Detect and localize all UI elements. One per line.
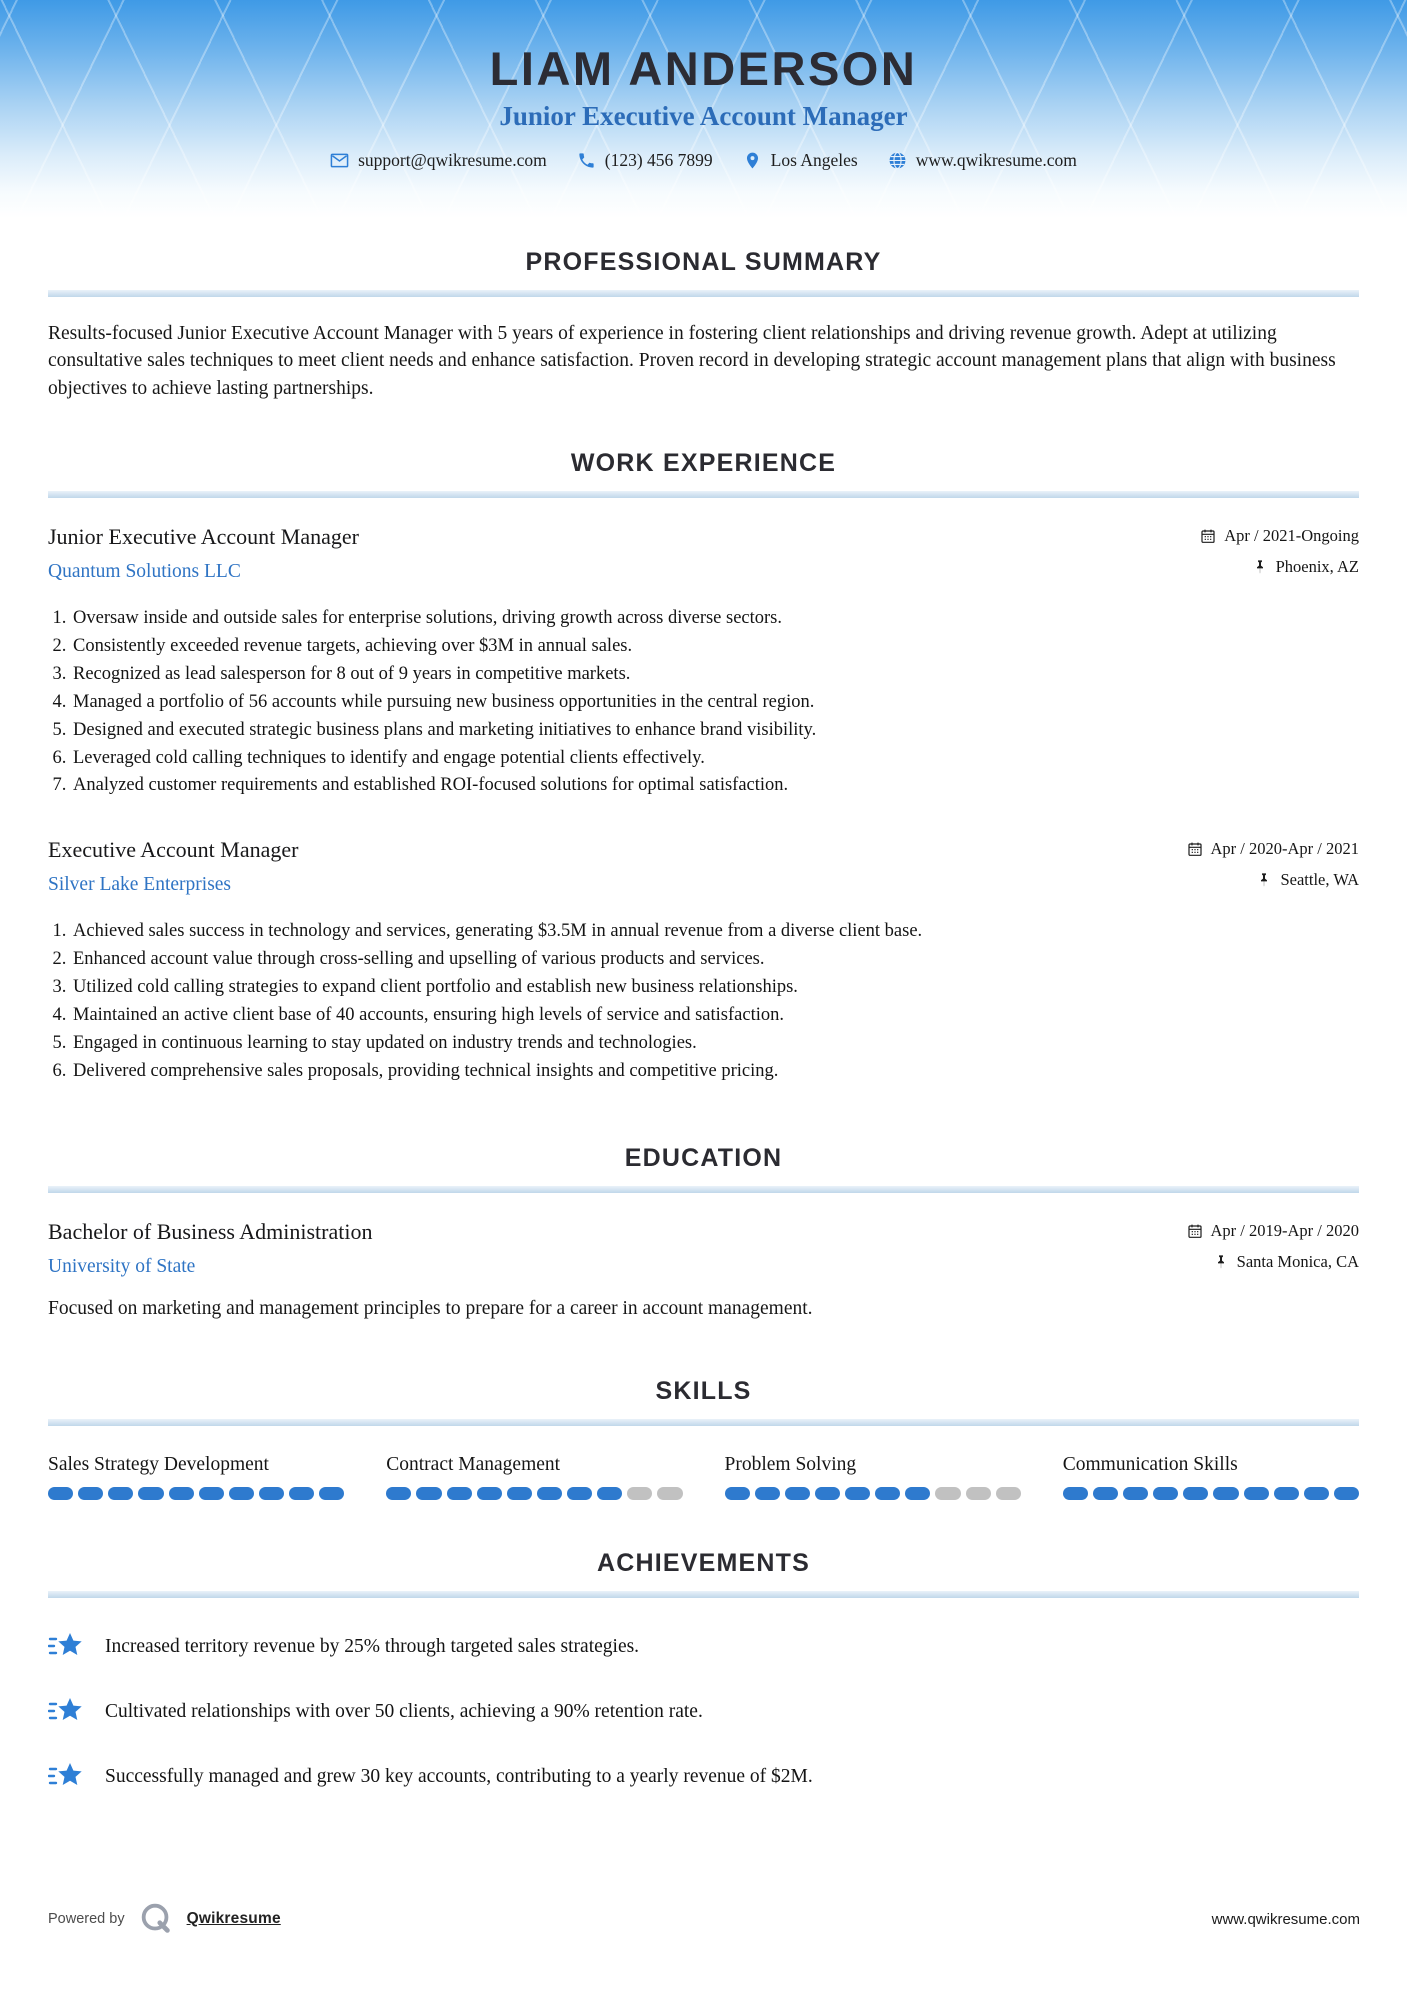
- contact-email[interactable]: [330, 150, 547, 171]
- education-left: [48, 1219, 372, 1278]
- job-bullet: 5. Engaged in continuous learning to stay updated on industry trends and technologies.: [71, 1030, 1359, 1058]
- job-location: Phoenix, AZ: [1275, 556, 1359, 576]
- skill-level-dot: [199, 1487, 224, 1500]
- job-left: [48, 524, 359, 583]
- skill-level-dot: [1304, 1487, 1329, 1500]
- education-section-heading: EDUCATION: [624, 1143, 783, 1172]
- education-location: Santa Monica, CA: [1236, 1251, 1359, 1271]
- skill-level-dot: [1153, 1487, 1178, 1500]
- job-bullet: 4. Managed a portfolio of 56 accounts while pursuing new business opportunities in the central region.: [71, 689, 1359, 717]
- achievement-text: Cultivated relationships with over 50 clients, achieving a 90% retention rate.: [105, 1700, 703, 1722]
- job-bullet: 6. Leveraged cold calling techniques to identify and engage potential clients effectively.: [71, 745, 1359, 773]
- skill-level-dot: [815, 1487, 840, 1500]
- skill-level-dot: [725, 1487, 750, 1500]
- skills-section-heading: SKILLS: [655, 1376, 752, 1405]
- contact-website-text: www.qwikresume.com: [915, 150, 1077, 171]
- job-bullet-list: [48, 918, 1359, 1086]
- resume-header: [0, 0, 1407, 218]
- skill-level-dot: [169, 1487, 194, 1500]
- skill-level-dot: [1274, 1487, 1299, 1500]
- job-location-row: [1200, 557, 1359, 577]
- achievements-section-divider: [48, 1591, 1359, 1598]
- job-dates-row: [1200, 526, 1359, 546]
- skill-level-dot: [657, 1487, 682, 1500]
- summary-section-heading: PROFESSIONAL SUMMARY: [525, 248, 882, 276]
- skill-item: [725, 1454, 1021, 1500]
- contact-website[interactable]: [888, 150, 1077, 171]
- skill-level-dot: [289, 1487, 314, 1500]
- skill-item: [386, 1454, 682, 1500]
- skill-level-dot: [966, 1487, 991, 1500]
- skill-level-dot: [996, 1487, 1021, 1500]
- pushpin-icon: [1252, 559, 1268, 575]
- education-description: Focused on marketing and management principles to prepare for a career in account management.: [48, 1297, 813, 1319]
- job-header: [48, 524, 1359, 588]
- skill-level-dot: [1093, 1487, 1118, 1500]
- skill-level-dot: [1123, 1487, 1148, 1500]
- contact-phone[interactable]: [577, 150, 713, 171]
- skill-item: [1063, 1454, 1359, 1500]
- job-location: Seattle, WA: [1280, 870, 1359, 890]
- job-bullet: 7. Analyzed customer requirements and established ROI-focused solutions for optimal satisfaction.: [71, 772, 1359, 800]
- job-bullet: 2. Consistently exceeded revenue targets, achieving over $3M in annual sales.: [71, 633, 1359, 661]
- job-company: Quantum Solutions LLC: [48, 560, 241, 582]
- job-bullet: 4. Maintained an active client base of 40 accounts, ensuring high levels of service and satisfaction.: [71, 1002, 1359, 1030]
- phone-icon: [577, 151, 596, 170]
- job-dates: Apr / 2020-Apr / 2021: [1210, 839, 1359, 859]
- contact-phone-text: (123) 456 7899: [604, 150, 713, 171]
- pushpin-icon: [1213, 1254, 1229, 1270]
- qwikresume-logo-icon: [137, 1900, 175, 1938]
- skill-level-dot: [507, 1487, 532, 1500]
- job-company: Silver Lake Enterprises: [48, 874, 232, 896]
- achievements-section-heading: ACHIEVEMENTS: [596, 1548, 811, 1577]
- contact-email-text: support@qwikresume.com: [358, 150, 547, 171]
- skill-level-dot: [1063, 1487, 1088, 1500]
- education-dates-row: [1187, 1221, 1359, 1241]
- skill-name: Problem Solving: [724, 1453, 857, 1475]
- job-bullet: 3. Utilized cold calling strategies to expand client portfolio and establish new business relationships.: [71, 974, 1359, 1002]
- qwikresume-link[interactable]: Qwikresume: [186, 1910, 281, 1927]
- job-bullet: 1. Achieved sales success in technology and services, generating $3.5M in annual revenue from a diverse client base.: [71, 918, 1359, 946]
- job-bullet: 6. Delivered comprehensive sales proposals, providing technical insights and competitive pricing.: [71, 1058, 1359, 1086]
- skill-level-dot: [627, 1487, 652, 1500]
- skill-level-dot: [1213, 1487, 1238, 1500]
- skill-level-dot: [1183, 1487, 1208, 1500]
- job-dates-row: [1187, 839, 1359, 859]
- achievement-text: Successfully managed and grew 30 key accounts, contributing to a yearly revenue of $2M.: [105, 1765, 813, 1787]
- skill-level-bar: [386, 1487, 682, 1500]
- job-bullet: 2. Enhanced account value through cross-selling and upselling of various products and services.: [71, 946, 1359, 974]
- job-title: Executive Account Manager: [48, 837, 299, 863]
- page-footer: [48, 1900, 1360, 1938]
- calendar-icon: [1187, 841, 1203, 857]
- job-entry: [48, 837, 1359, 1086]
- education-school: University of State: [48, 1255, 196, 1277]
- skill-level-dot: [597, 1487, 622, 1500]
- skill-name: Communication Skills: [1062, 1453, 1238, 1475]
- education-header: [48, 1219, 1359, 1283]
- skill-level-dot: [477, 1487, 502, 1500]
- candidate-name: LIAM ANDERSON: [489, 42, 918, 95]
- skill-level-dot: [905, 1487, 930, 1500]
- skill-level-bar: [725, 1487, 1021, 1500]
- footer-website[interactable]: www.qwikresume.com: [1211, 1910, 1360, 1928]
- job-bullet: 5. Designed and executed strategic business plans and marketing initiatives to enhance brand visibility.: [71, 717, 1359, 745]
- skill-level-dot: [1334, 1487, 1359, 1500]
- skill-item: [48, 1454, 344, 1500]
- pushpin-icon: [1256, 872, 1272, 888]
- candidate-title: Junior Executive Account Manager: [499, 101, 908, 132]
- education-entry: [48, 1219, 1359, 1320]
- contact-row: [0, 150, 1407, 171]
- achievement-item: [48, 1761, 1359, 1793]
- achievement-item: [48, 1696, 1359, 1728]
- achievement-item: [48, 1631, 1359, 1663]
- skill-level-dot: [845, 1487, 870, 1500]
- job-left: [48, 837, 298, 896]
- job-dates: Apr / 2021-Ongoing: [1224, 525, 1359, 545]
- experience-section-divider: [48, 491, 1359, 498]
- shooting-star-icon: [48, 1696, 84, 1728]
- job-bullet: 3. Recognized as lead salesperson for 8 out of 9 years in competitive markets.: [71, 661, 1359, 689]
- skill-name: Contract Management: [386, 1453, 561, 1475]
- job-meta: [1187, 837, 1359, 901]
- shooting-star-icon: [48, 1761, 84, 1793]
- skill-level-dot: [785, 1487, 810, 1500]
- contact-location-text: Los Angeles: [770, 150, 858, 171]
- job-location-row: [1187, 870, 1359, 890]
- skill-level-dot: [1244, 1487, 1269, 1500]
- achievement-text: Increased territory revenue by 25% through targeted sales strategies.: [105, 1635, 640, 1657]
- education-meta: [1187, 1219, 1359, 1283]
- skill-level-dot: [138, 1487, 163, 1500]
- skill-level-dot: [386, 1487, 411, 1500]
- skills-section-divider: [48, 1419, 1359, 1426]
- skill-level-dot: [229, 1487, 254, 1500]
- contact-location: [743, 150, 858, 171]
- education-degree: Bachelor of Business Administration: [48, 1218, 373, 1244]
- skill-level-bar: [1063, 1487, 1359, 1500]
- footer-branding: [48, 1900, 281, 1938]
- skill-level-dot: [537, 1487, 562, 1500]
- skill-level-dot: [319, 1487, 344, 1500]
- education-dates: Apr / 2019-Apr / 2020: [1210, 1220, 1359, 1240]
- skill-level-dot: [447, 1487, 472, 1500]
- skill-level-dot: [259, 1487, 284, 1500]
- job-entry: [48, 524, 1359, 800]
- experience-section-heading: WORK EXPERIENCE: [570, 448, 837, 477]
- skill-level-dot: [935, 1487, 960, 1500]
- skill-level-dot: [108, 1487, 133, 1500]
- globe-icon: [888, 151, 907, 170]
- summary-text: Results-focused Junior Executive Account Manager with 5 years of experience in fostering client relationships and driving revenue growth. Adept at utilizing consultative sales techniques to meet client needs and enhance satisfaction. Proven record in developing strategic account management plans that align with business objectives to achieve lasting partnerships.: [48, 323, 1336, 399]
- summary-section-divider: [48, 290, 1359, 297]
- job-title: Junior Executive Account Manager: [48, 523, 359, 549]
- calendar-icon: [1200, 528, 1216, 544]
- skill-level-dot: [78, 1487, 103, 1500]
- email-icon: [330, 151, 349, 170]
- job-bullet-list: [48, 605, 1359, 800]
- skill-level-dot: [48, 1487, 73, 1500]
- shooting-star-icon: [48, 1631, 84, 1663]
- skill-name: Sales Strategy Development: [48, 1453, 269, 1475]
- education-section-divider: [48, 1186, 1359, 1193]
- skill-level-dot: [567, 1487, 592, 1500]
- skills-grid: [48, 1454, 1359, 1500]
- location-pin-icon: [743, 151, 762, 170]
- skill-level-dot: [755, 1487, 780, 1500]
- calendar-icon: [1187, 1223, 1203, 1239]
- education-location-row: [1187, 1252, 1359, 1272]
- job-meta: [1200, 524, 1359, 588]
- skill-level-dot: [875, 1487, 900, 1500]
- powered-by-label: Powered by: [48, 1911, 125, 1927]
- skill-level-bar: [48, 1487, 344, 1500]
- job-header: [48, 837, 1359, 901]
- achievements-list: [0, 1631, 1407, 1793]
- job-bullet: 1. Oversaw inside and outside sales for enterprise solutions, driving growth across diverse sectors.: [71, 605, 1359, 633]
- skill-level-dot: [416, 1487, 441, 1500]
